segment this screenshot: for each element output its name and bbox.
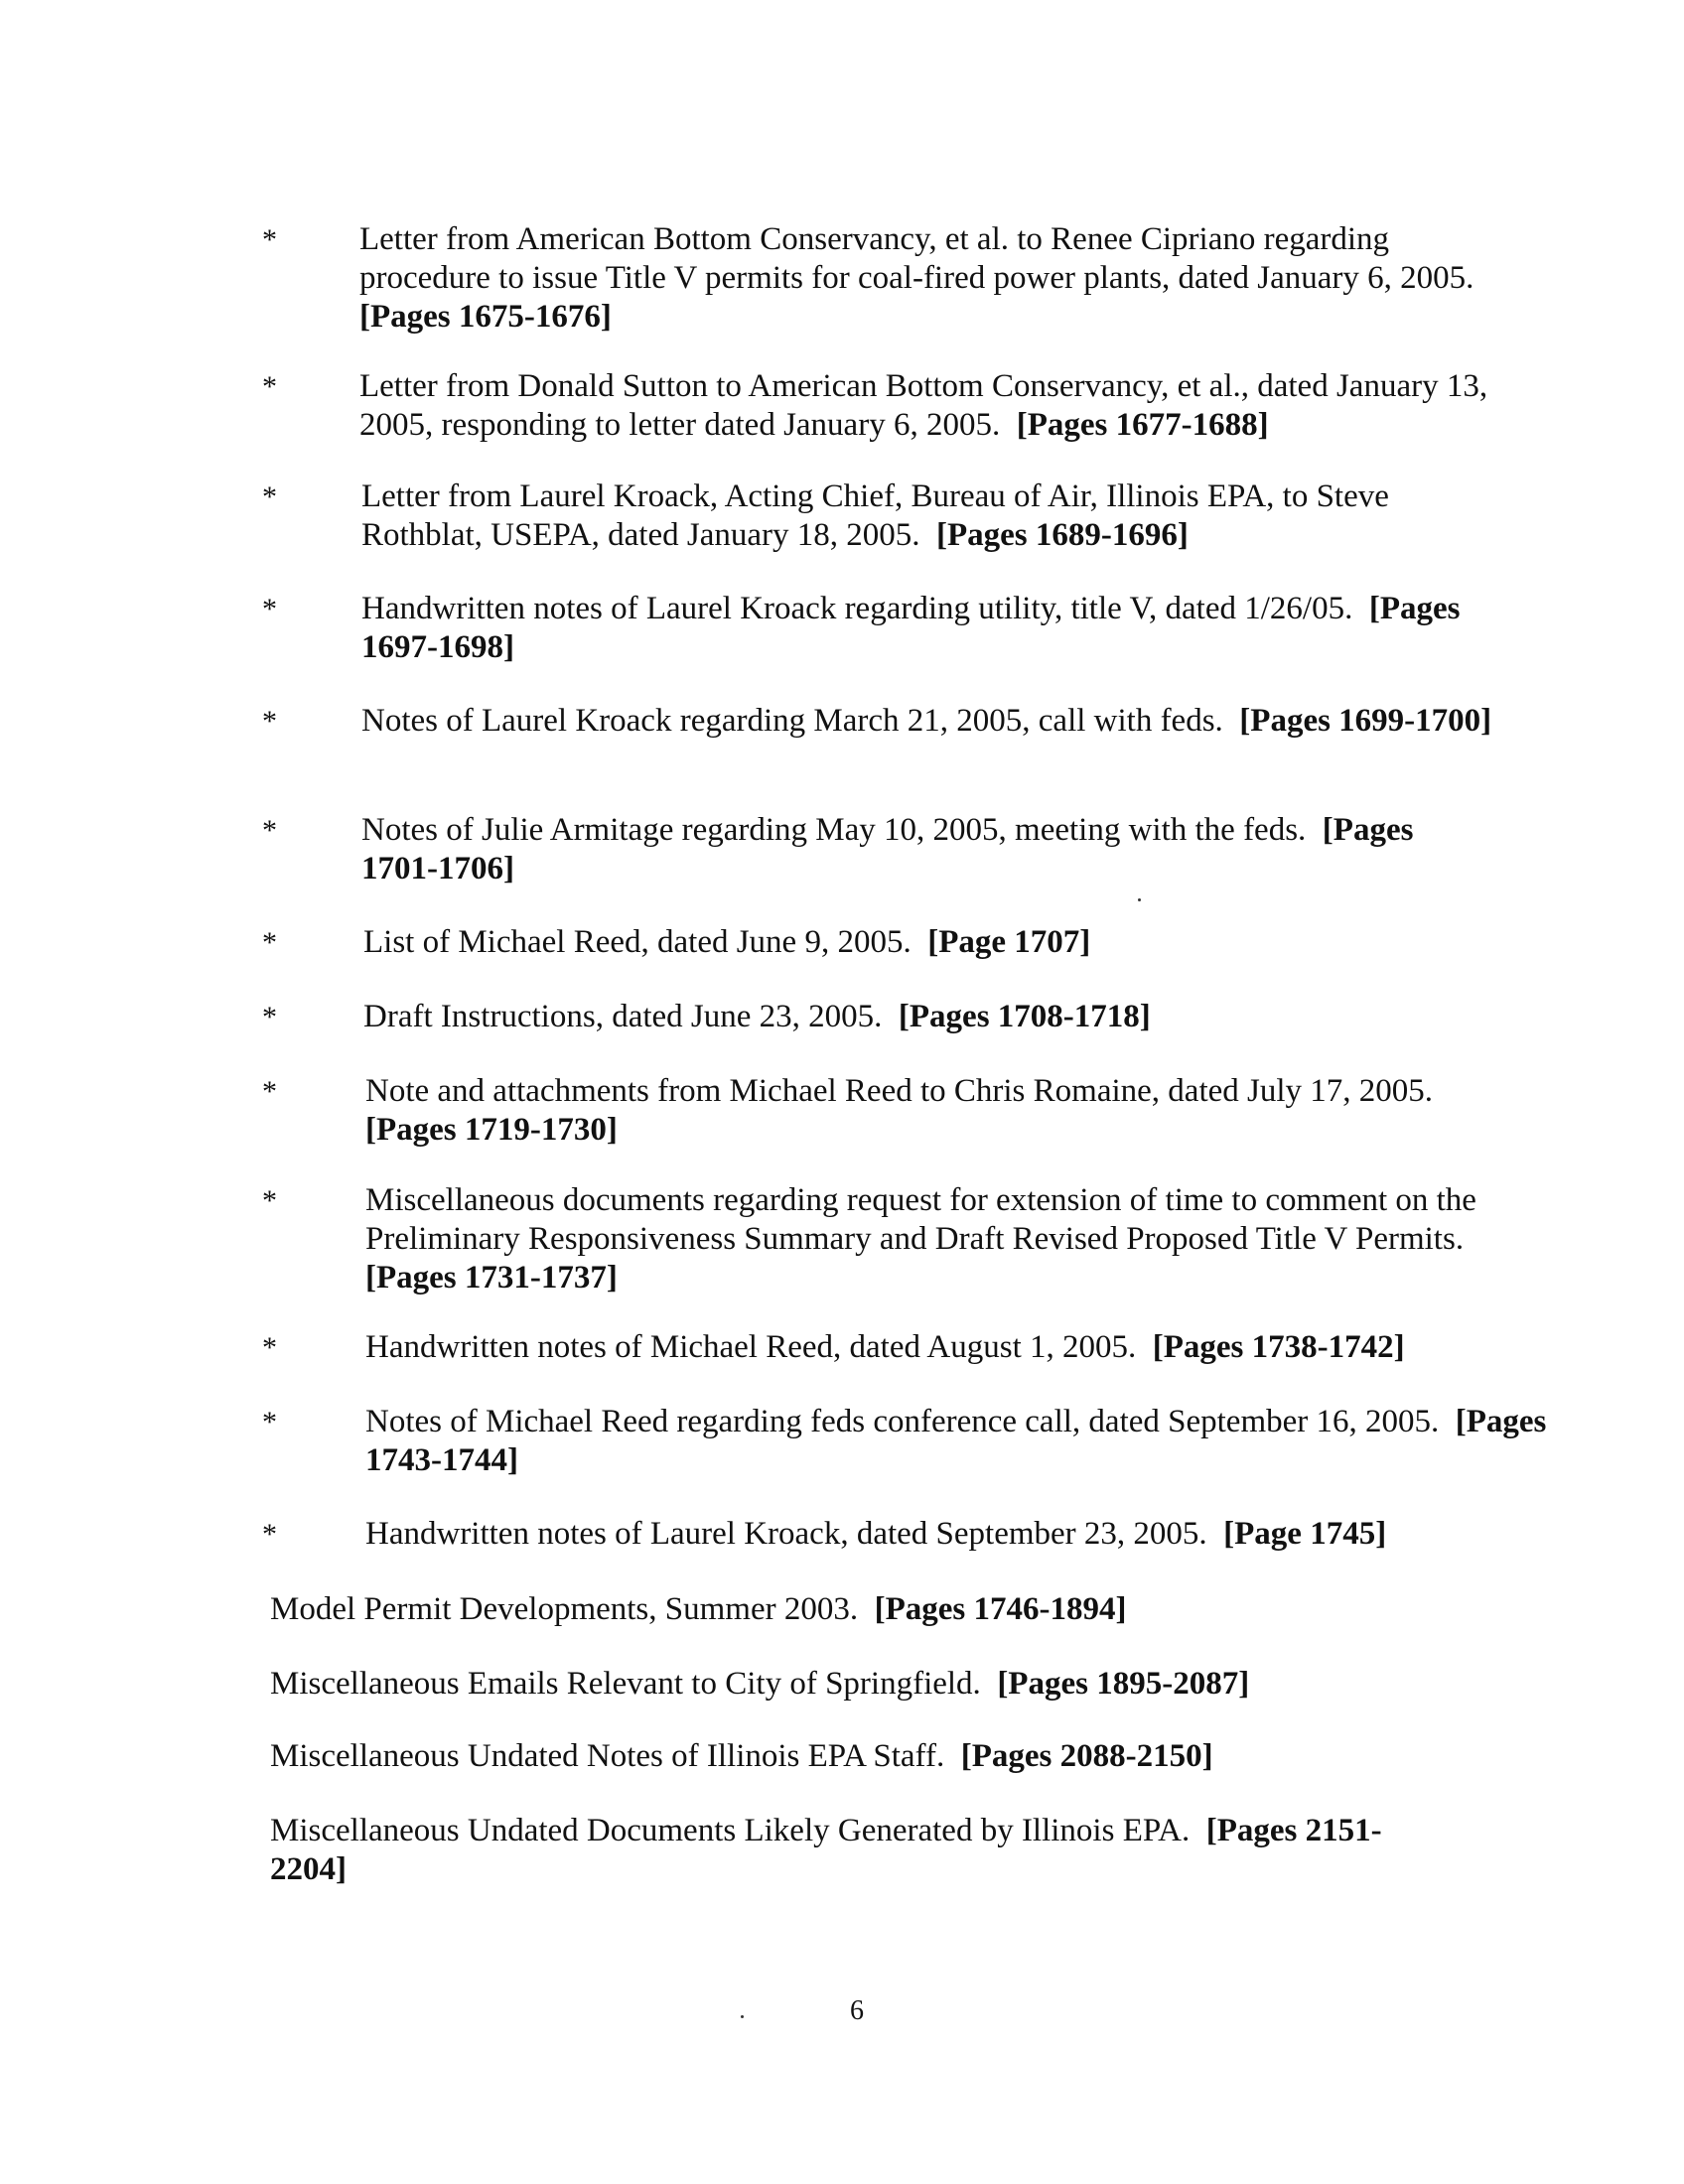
entry-page-range: [Pages 1689-1696] — [936, 517, 1189, 553]
entry-text-block — [365, 1403, 1547, 1480]
entry-description: Miscellaneous Emails Relevant to City of Springfield. — [270, 1666, 981, 1702]
entry-page-range: [Pages 1708-1718] — [898, 999, 1151, 1034]
bullet-asterisk: * — [262, 223, 277, 256]
plain-entry-3 — [270, 1737, 1422, 1776]
entry-text-block — [365, 1328, 1517, 1367]
entry-page-range: [Pages 1697-1698] — [361, 591, 1461, 665]
entry-description: Notes of Laurel Kroack regarding March 21, 2005, call with feds. — [361, 703, 1223, 739]
bullet-asterisk: * — [262, 1518, 277, 1551]
entry-description: Miscellaneous documents regarding request for extension of time to comment on the Preliminary Responsiveness Summary and Draft Revised Proposed Title V Permits. — [365, 1182, 1476, 1257]
entry-text-block — [270, 1665, 1422, 1704]
bullet-asterisk: * — [262, 1184, 277, 1217]
entry-text-block — [361, 590, 1513, 667]
bullet-asterisk: * — [262, 705, 277, 738]
bullet-asterisk: * — [262, 480, 277, 513]
plain-entry-4 — [270, 1812, 1392, 1889]
bullet-asterisk: * — [262, 1406, 277, 1438]
entry-description: Draft Instructions, dated June 23, 2005. — [363, 999, 883, 1034]
entry-description: Notes of Michael Reed regarding feds conference call, dated September 16, 2005. — [365, 1404, 1440, 1439]
entry-description: Letter from Laurel Kroack, Acting Chief, Bureau of Air, Illinois EPA, to Steve Rothblat, USEPA, dated January 18, 2005. — [361, 478, 1389, 553]
entry-text-block — [363, 923, 1515, 962]
entry-description: Miscellaneous Undated Documents Likely Generated by Illinois EPA. — [270, 1813, 1191, 1848]
plain-entry-2 — [270, 1665, 1422, 1704]
entry-page-range: [Pages 1719-1730] — [365, 1112, 618, 1148]
entry-page-range: [Pages 1699-1700] — [1239, 703, 1492, 739]
entry-page-range: [Pages 1895-2087] — [997, 1666, 1250, 1702]
entry-description: Model Permit Developments, Summer 2003. — [270, 1591, 859, 1627]
entry-text-block — [363, 998, 1515, 1036]
scan-speck — [1138, 898, 1141, 901]
entry-text-block — [361, 478, 1513, 555]
entry-page-range: [Pages 1731-1737] — [365, 1260, 618, 1296]
entry-description: Handwritten notes of Michael Reed, dated August 1, 2005. — [365, 1329, 1137, 1365]
entry-page-range: [Page 1745] — [1223, 1516, 1387, 1552]
entry-page-range: [Pages 2151-2204] — [270, 1813, 1382, 1887]
entry-page-range: [Pages 1738-1742] — [1152, 1329, 1405, 1365]
entry-description: Note and attachments from Michael Reed to Chris Romaine, dated July 17, 2005. — [365, 1073, 1434, 1109]
plain-entry-1 — [270, 1590, 1422, 1629]
entry-description: Notes of Julie Armitage regarding May 10, 2005, meeting with the feds. — [361, 812, 1307, 848]
entry-page-range: [Pages 1746-1894] — [874, 1591, 1127, 1627]
entry-description: Letter from American Bottom Conservancy, et al. to Renee Cipriano regarding procedure to issue Title V permits for coal-fired power plants, dated January 6, 2005. — [359, 221, 1474, 296]
entry-page-range: [Pages 2088-2150] — [960, 1738, 1213, 1774]
entry-text-block — [270, 1812, 1392, 1889]
entry-page-range: [Pages 1677-1688] — [1016, 407, 1269, 443]
entry-text-block — [270, 1737, 1422, 1776]
entry-text-block — [361, 702, 1493, 741]
entry-page-range: [Page 1707] — [927, 924, 1091, 960]
entry-text-block — [361, 811, 1493, 888]
entry-text-block — [270, 1590, 1422, 1629]
entry-description: Handwritten notes of Laurel Kroack regarding utility, title V, dated 1/26/05. — [361, 591, 1353, 626]
bullet-asterisk: * — [262, 926, 277, 959]
entry-text-block — [365, 1515, 1517, 1554]
entry-text-block — [365, 1072, 1537, 1150]
scan-speck — [741, 2015, 744, 2018]
bullet-asterisk: * — [262, 370, 277, 403]
page-number: 6 — [850, 1995, 864, 2026]
bullet-asterisk: * — [262, 1331, 277, 1364]
entry-page-range: [Pages 1675-1676] — [359, 299, 612, 335]
entry-description: List of Michael Reed, dated June 9, 2005. — [363, 924, 912, 960]
bullet-asterisk: * — [262, 593, 277, 625]
entry-page-range: [Pages 1743-1744] — [365, 1404, 1547, 1478]
entry-description: Miscellaneous Undated Notes of Illinois EPA Staff. — [270, 1738, 945, 1774]
entry-description: Letter from Donald Sutton to American Bottom Conservancy, et al., dated January 13, 2005, responding to letter dated January 6, 2005. — [359, 368, 1488, 443]
entry-text-block — [359, 220, 1511, 337]
entry-page-range: [Pages 1701-1706] — [361, 812, 1414, 887]
entry-description: Handwritten notes of Laurel Kroack, dated September 23, 2005. — [365, 1516, 1207, 1552]
entry-text-block — [359, 367, 1511, 445]
bullet-asterisk: * — [262, 1001, 277, 1033]
bullet-asterisk: * — [262, 814, 277, 847]
bullet-asterisk: * — [262, 1075, 277, 1108]
entry-text-block — [365, 1181, 1537, 1297]
